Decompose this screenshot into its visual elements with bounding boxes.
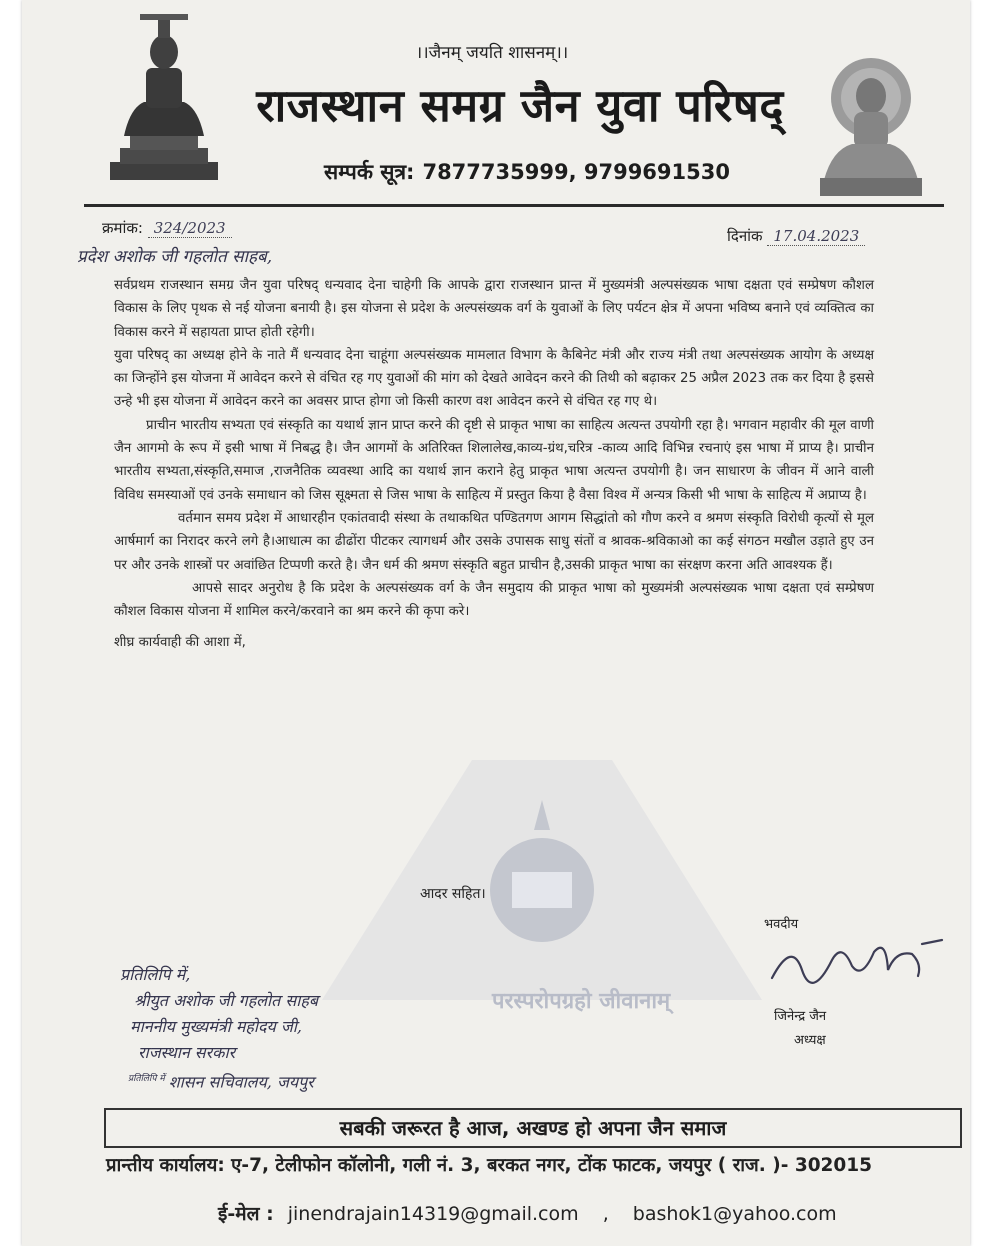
letter-date (727, 226, 865, 246)
signer-name: जिनेन्द्र जैन (774, 1009, 827, 1024)
salutation: प्रदेश अशोक जी गहलोत साहब, (77, 247, 273, 267)
closing-regards: आदर सहित। (420, 886, 486, 902)
watermark-motto: परस्परोपग्रहो जीवानाम् (492, 989, 671, 1014)
body-paragraph: आपसे सादर अनुरोध है कि प्रदेश के अल्पसंख्यक वर्ग के जैन समुदाय की प्राकृत भाषा को मुख्यमंत्री अल्पसंख्यक भाषा दक्षता एवं सम्प्रेषण कौशल विकास योजना में शामिल करने/करवाने का श्रम करने की कृपा करे। (114, 580, 874, 620)
contact-line (302, 158, 752, 186)
letter-body (114, 274, 874, 655)
email-row (218, 1200, 837, 1226)
date-value: 17.04.2023 (767, 227, 865, 246)
copy-last-line: शासन सचिवालय, जयपुर (168, 1072, 314, 1092)
email-secondary[interactable]: bashok1@yahoo.com (632, 1203, 837, 1225)
copy-line: प्रतिलिपि में, (120, 965, 191, 984)
email-label: ई-मेल : (218, 1203, 274, 1225)
letter-page (22, 0, 970, 1246)
reference-value: 324/2023 (148, 219, 232, 238)
header-divider (84, 204, 944, 207)
date-label: दिनांक (727, 227, 763, 245)
body-paragraph: युवा परिषद् का अध्यक्ष होने के नाते मैं धन्यवाद देना चाहूंगा अल्पसंख्यक मामलात विभाग के कैबिनेट मंत्री और राज्य मंत्री तथा अल्पसंख्यक आयोग के अध्यक्ष का जिन्होंने इस योजना में आवेदन करने से वंचित रह गए युवाओं की मांग को देखते आवेदन करने की तिथी को बढ़ाकर 25 अप्रैल 2023 तक कर दिया है इससे उन्हे भी इस योजना में आवेदन करने का अवसर प्राप्त होगा जो किसी कारण वश आवेदन करने से वंचित रह गए थे। (114, 347, 874, 410)
copy-to-block (120, 962, 540, 1095)
body-paragraph: शीघ्र कार्यवाही की आशा में, (114, 635, 246, 651)
closing-yours: भवदीय (764, 917, 799, 932)
reference-label: क्रमांक: (102, 219, 143, 237)
jain-statue-right-icon (812, 52, 930, 198)
letterhead-slogan: ।।जैनम् जयति शासनम्।। (415, 43, 569, 63)
reference-number (102, 218, 232, 238)
copy-line-last (120, 1066, 540, 1095)
signer-title: अध्यक्ष (794, 1033, 826, 1048)
contact-label: सम्पर्क सूत्र: (324, 160, 415, 184)
body-paragraph: सर्वप्रथम राजस्थान समग्र जैन युवा परिषद् धन्यवाद देना चाहेगी कि आपके द्वारा राजस्थान प्रान्त में मुख्यमंत्री अल्पसंख्यक भाषा दक्षता एवं सम्प्रेषण कौशल विकास के लिए पृथक से नई योजना बनायी है। इस योजना से प्रदेश के अल्पसंख्यक वर्ग के युवाओं के लिए पर्यटन क्षेत्र में अपना भविष्य बनाने एवं व्यक्तित्व का विकास करने में सहायता प्राप्त होती रहेगी। (114, 278, 874, 340)
footer-motto: सबकी जरूरत है आज, अखण्ड हो अपना जैन समाज (104, 1108, 962, 1148)
body-paragraph: वर्तमान समय प्रदेश में आधारहीन एकांतवादी संस्था के तथाकथित पण्डितगण आगम सिद्धांतो को गौण करने व श्रमण संस्कृति विरोधी कृत्यों से मूल आर्षमार्ग का निरादर करने लगे है।आधात्म का ढीढोंरा पीटकर त्यागधर्म और उसके उपासक साधु संतों व श्रावक-श्रविकाओ का कई संगठन मखौल उड़ाते हुए उन पर और उनके शास्त्रों पर अवांछित टिप्पणी करते है। जैन धर्म की श्रमण संस्कृति बहुत प्राचीन है,उसकी प्राकृत भाषा का संरक्षण करना अति आवश्यक हैं। (114, 510, 874, 573)
body-paragraph: प्राचीन भारतीय सभ्यता एवं संस्कृति का यथार्थ ज्ञान प्राप्त करने की दृष्टी से प्राकृत भाषा का साहित्य अत्यन्त उपयोगी रहा है। भगवान महावीर की मूल वाणी जैन आगमो के रूप में इसी भाषा में निबद्ध है। जैन आगमों के अतिरिक्त शिलालेख,काव्य-ग्रंथ,चरित्र -काव्य आदि विभिन्न रचनाएं इस भाषा में प्राप्य है। प्राचीन भारतीय सभ्यता,संस्कृति,समाज ,राजनैतिक व्यवस्था आदि का यथार्थ ज्ञान कराने हेतु प्राकृत भाषा अत्यन्त उपयोगी है। जन साधारण के जीवन में आने वाली विविध समस्याओं एवं उनके समाधान को जिस सूक्ष्मता से जिस भाषा के साहित्य में प्रस्तुत किया है वैसा विश्व में अन्यत्र किसी भी भाषा के साहित्य में अप्राप्य है। (114, 417, 875, 503)
contact-numbers: 7877735999, 9799691530 (422, 160, 730, 184)
email-separator: , (602, 1203, 609, 1225)
organization-name: राजस्थान समग्र जैन युवा परिषद् (256, 79, 784, 132)
copy-prefix: प्रतिलिपि में (128, 1074, 165, 1084)
copy-line: राजस्थान सरकार (138, 1043, 236, 1062)
office-address: प्रान्तीय कार्यालय: ए-7, टेलीफोन कॉलोनी, गली नं. 3, बरकत नगर, टोंक फाटक, जयपुर ( राज. )- 302015 (106, 1155, 873, 1176)
email-primary[interactable]: jinendrajain14319@gmail.com (287, 1203, 579, 1225)
copy-line: श्रीयुत अशोक जी गहलोत साहब (134, 991, 318, 1010)
signature-image (762, 930, 952, 1000)
jain-statue-left-icon (100, 12, 228, 182)
copy-line: माननीय मुख्यमंत्री महोदय जी, (130, 1017, 302, 1036)
